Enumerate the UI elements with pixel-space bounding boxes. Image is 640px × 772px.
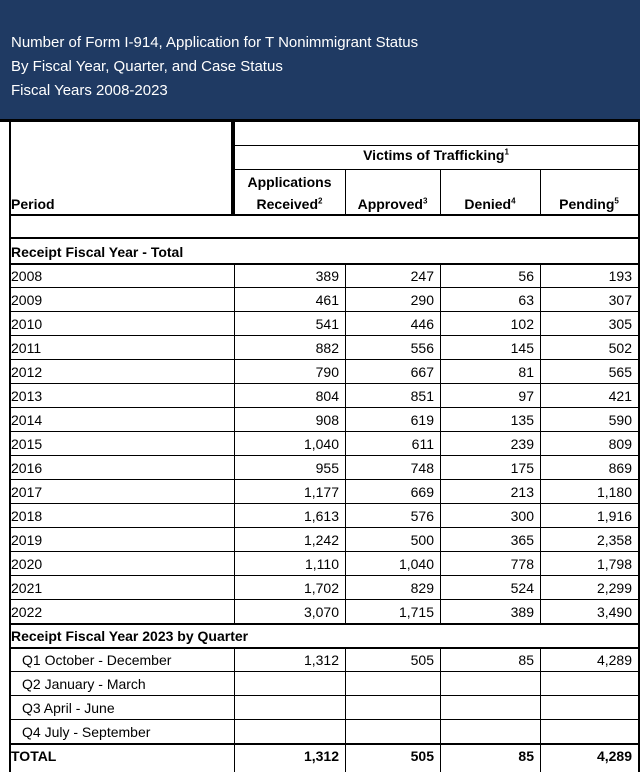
- table-cell-pending: 1,180: [596, 484, 632, 500]
- table-row-period: 2012: [11, 364, 43, 380]
- table-cell-denied: 239: [510, 436, 534, 452]
- spacer-bottom-rule: [9, 237, 638, 239]
- table-cell-denied: [440, 696, 534, 720]
- table-row-period: 2020: [11, 556, 43, 572]
- table-cell-pending: [540, 696, 632, 720]
- footnote-1: 1: [504, 147, 509, 157]
- table-cell-denied: [440, 720, 534, 744]
- table-row-period: 2014: [11, 412, 43, 428]
- header-col-divider: [540, 169, 541, 215]
- table-cell-received: 1,040: [303, 436, 339, 452]
- table-row-period: 2013: [11, 388, 43, 404]
- table-cell-denied: 175: [510, 460, 534, 476]
- header-received: Applications Received$^2$: [247, 174, 332, 212]
- table-cell-denied: [440, 672, 534, 696]
- table-cell-received: [234, 696, 339, 720]
- title-line-1: Number of Form I-914, Application for T Nonimmigrant Status: [11, 34, 419, 51]
- table-cell-received: [234, 720, 339, 744]
- table-cell-received: 1,110: [305, 556, 339, 572]
- table-cell-received: 541: [315, 316, 339, 332]
- table-cell-approved: 829: [410, 580, 434, 596]
- table-cell-approved: 619: [410, 412, 434, 428]
- table-cell-pending: 590: [608, 412, 632, 428]
- table-cell-pending: 4,289: [596, 652, 632, 668]
- table-cell-denied: 135: [510, 412, 534, 428]
- table-row-period: Q1 October - December: [22, 652, 172, 668]
- table-cell-received: 461: [315, 292, 339, 308]
- table-row-period: Q3 April - June: [22, 700, 115, 716]
- header-bottom-rule: [9, 214, 638, 216]
- table-cell-pending: 565: [608, 364, 632, 380]
- table-cell-received: 1,177: [303, 484, 339, 500]
- table-cell-denied: 778: [510, 556, 534, 572]
- table-cell-denied: 145: [510, 340, 534, 356]
- table-cell-denied: 524: [510, 580, 534, 596]
- table-cell-received: 1,613: [303, 508, 339, 524]
- title-line-3: Fiscal Years 2008-2023: [11, 82, 168, 99]
- table-cell-received: 3,070: [303, 604, 339, 620]
- table-cell-approved: 669: [410, 484, 434, 500]
- table-cell-pending: 305: [608, 316, 632, 332]
- table-cell-received: 389: [315, 268, 339, 284]
- table-row-period: Q2 January - March: [22, 676, 146, 692]
- table-cell-pending: 502: [608, 340, 632, 356]
- footnote-2: 2: [318, 196, 323, 206]
- table-row-period: 2011: [11, 340, 42, 356]
- table-row-period: 2010: [11, 316, 43, 332]
- table-cell-approved: [345, 720, 434, 744]
- header-group-bottom-rule: [234, 169, 638, 170]
- footnote-3: 3: [422, 196, 428, 206]
- table-top-border: [0, 119, 640, 122]
- table-cell-denied: 63: [518, 292, 534, 308]
- total-cell-denied: 85: [518, 748, 534, 764]
- table-cell-pending: 3,490: [596, 604, 632, 620]
- table-cell-approved: 1,040: [398, 556, 434, 572]
- table-cell-denied: 213: [510, 484, 534, 500]
- table-cell-pending: 809: [608, 436, 632, 452]
- table-cell-approved: 505: [410, 652, 434, 668]
- table-row-period: 2021: [11, 580, 43, 596]
- table-row-period: 2015: [11, 436, 43, 452]
- table-cell-pending: 2,358: [596, 532, 632, 548]
- section-label-total: Receipt Fiscal Year - Total: [11, 244, 184, 260]
- footnote-5: 5: [614, 196, 619, 206]
- table-cell-pending: 421: [608, 388, 632, 404]
- table-cell-received: 1,312: [303, 652, 339, 668]
- total-row-label: TOTAL: [11, 748, 57, 764]
- table-cell-received: 955: [315, 460, 339, 476]
- table-cell-approved: 576: [410, 508, 434, 524]
- header-col-divider: [440, 169, 441, 215]
- table-row-period: 2017: [11, 484, 43, 500]
- section-label-quarter: Receipt Fiscal Year 2023 by Quarter: [11, 628, 249, 644]
- table-cell-approved: 611: [411, 436, 434, 452]
- header-approved: Approved$^3$: [357, 196, 428, 212]
- header-group-victims: Victims of Trafficking$^1$: [363, 147, 509, 163]
- table-cell-approved: [345, 696, 434, 720]
- table-cell-denied: 102: [510, 316, 534, 332]
- total-cell-pending: 4,289: [596, 748, 632, 764]
- total-cell-received: 1,312: [303, 748, 339, 764]
- table-title: [0, 0, 640, 119]
- table-cell-pending: 1,916: [596, 508, 632, 524]
- table-cell-denied: 97: [518, 388, 534, 404]
- header-denied: Denied$^4$: [464, 196, 516, 212]
- table-cell-received: 804: [315, 388, 339, 404]
- table-cell-received: [234, 672, 339, 696]
- table-cell-received: 1,702: [303, 580, 339, 596]
- table-cell-approved: 556: [410, 340, 434, 356]
- table-row-period: 2022: [11, 604, 43, 620]
- table-cell-received: 908: [315, 412, 339, 428]
- table-cell-denied: 300: [510, 508, 534, 524]
- table-row-period: 2009: [11, 292, 43, 308]
- header-pending: Pending$^5$: [559, 196, 619, 212]
- table-cell-pending: 193: [608, 268, 632, 284]
- table-cell-pending: [540, 720, 632, 744]
- table-cell-received: 882: [315, 340, 339, 356]
- footnote-4: 4: [511, 196, 516, 206]
- table-cell-received: 790: [315, 364, 339, 380]
- title-line-2: By Fiscal Year, Quarter, and Case Status: [11, 58, 283, 75]
- table-cell-approved: 1,715: [398, 604, 434, 620]
- header-group-top-rule: [234, 145, 638, 146]
- table-cell-denied: 365: [510, 532, 534, 548]
- table-cell-denied: 85: [518, 652, 534, 668]
- table-cell-pending: 869: [608, 460, 632, 476]
- table-row-period: Q4 July - September: [22, 724, 151, 740]
- table-cell-denied: 56: [518, 268, 534, 284]
- table-row-period: 2016: [11, 460, 43, 476]
- table-cell-approved: 446: [410, 316, 434, 332]
- table-cell-pending: 1,798: [596, 556, 632, 572]
- header-period: Period: [11, 196, 55, 212]
- table-cell-approved: 290: [410, 292, 434, 308]
- table-cell-denied: 81: [518, 364, 534, 380]
- table-cell-approved: [345, 672, 434, 696]
- table-cell-approved: 500: [410, 532, 434, 548]
- table-row-period: 2008: [11, 268, 43, 284]
- table-cell-received: 1,242: [303, 532, 339, 548]
- header-col-divider: [345, 169, 346, 215]
- table-cell-approved: 851: [410, 388, 434, 404]
- table-cell-approved: 667: [410, 364, 434, 380]
- table-cell-pending: [540, 672, 632, 696]
- table-row-period: 2019: [11, 532, 43, 548]
- table-cell-pending: 307: [608, 292, 632, 308]
- table-row-period: 2018: [11, 508, 43, 524]
- table-cell-denied: 389: [510, 604, 534, 620]
- table-cell-approved: 748: [410, 460, 434, 476]
- table-cell-pending: 2,299: [596, 580, 632, 596]
- total-cell-approved: 505: [410, 748, 434, 764]
- table-cell-approved: 247: [410, 268, 434, 284]
